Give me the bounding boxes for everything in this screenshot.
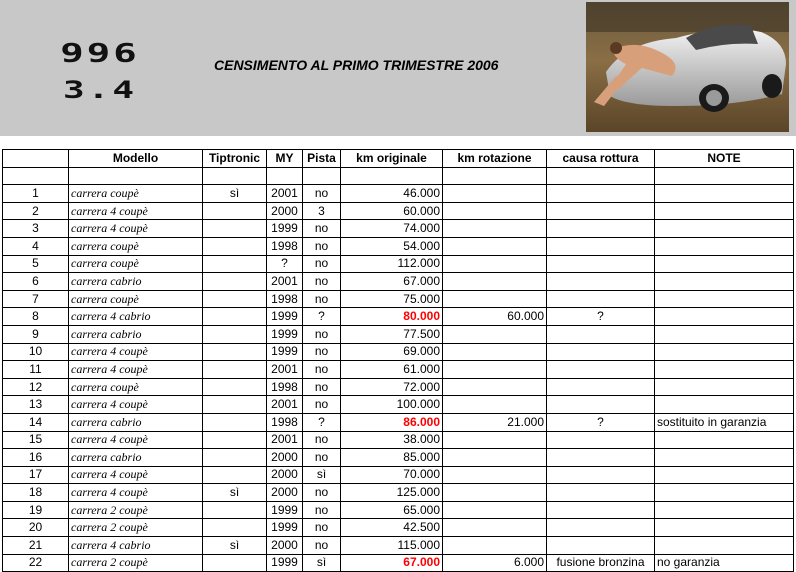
row-number-cell: 3 bbox=[3, 220, 69, 238]
causa-rottura-cell bbox=[547, 255, 655, 273]
table-row bbox=[3, 343, 794, 361]
model-cell: carrera cabrio bbox=[69, 273, 203, 291]
model-cell: carrera 4 coupè bbox=[69, 220, 203, 238]
km-rotazione-cell bbox=[443, 537, 547, 555]
model-cell: carrera cabrio bbox=[69, 325, 203, 343]
table-row bbox=[3, 519, 794, 537]
km-rotazione-cell bbox=[443, 378, 547, 396]
model-year-cell: 1998 bbox=[267, 237, 303, 255]
km-originale-cell: 69.000 bbox=[341, 343, 443, 361]
pista-cell: no bbox=[303, 519, 341, 537]
car-photo bbox=[586, 2, 789, 132]
km-rotazione-cell: 60.000 bbox=[443, 308, 547, 326]
km-rotazione-cell bbox=[443, 273, 547, 291]
table-row bbox=[3, 431, 794, 449]
pista-cell: no bbox=[303, 537, 341, 555]
row-number-cell: 21 bbox=[3, 537, 69, 555]
model-cell: carrera 4 coupè bbox=[69, 484, 203, 502]
row-number-cell: 13 bbox=[3, 396, 69, 414]
table-row bbox=[3, 202, 794, 220]
table-row bbox=[3, 185, 794, 203]
tiptronic-cell bbox=[203, 237, 267, 255]
note-cell bbox=[655, 537, 794, 555]
pista-cell: no bbox=[303, 343, 341, 361]
km-originale-cell: 86.000 bbox=[341, 413, 443, 431]
note-cell bbox=[655, 255, 794, 273]
pista-cell: no bbox=[303, 501, 341, 519]
blank-cell bbox=[341, 167, 443, 185]
causa-rottura-cell: fusione bronzina bbox=[547, 554, 655, 572]
model-year-cell: 2000 bbox=[267, 202, 303, 220]
note-cell bbox=[655, 325, 794, 343]
tiptronic-cell bbox=[203, 519, 267, 537]
km-originale-cell: 67.000 bbox=[341, 554, 443, 572]
row-number-cell: 5 bbox=[3, 255, 69, 273]
km-rotazione-cell bbox=[443, 290, 547, 308]
table-row bbox=[3, 255, 794, 273]
km-originale-cell: 125.000 bbox=[341, 484, 443, 502]
km-rotazione-cell bbox=[443, 237, 547, 255]
model-year-cell: 2001 bbox=[267, 273, 303, 291]
model-cell: carrera coupè bbox=[69, 255, 203, 273]
km-rotazione-cell bbox=[443, 431, 547, 449]
model-cell: carrera 4 coupè bbox=[69, 343, 203, 361]
note-cell bbox=[655, 343, 794, 361]
tiptronic-cell: sì bbox=[203, 185, 267, 203]
pista-cell: no bbox=[303, 484, 341, 502]
km-originale-cell: 60.000 bbox=[341, 202, 443, 220]
row-number-cell: 19 bbox=[3, 501, 69, 519]
blank-cell bbox=[267, 167, 303, 185]
km-rotazione-cell bbox=[443, 255, 547, 273]
model-year-cell: 1999 bbox=[267, 308, 303, 326]
km-rotazione-cell bbox=[443, 343, 547, 361]
table-row bbox=[3, 554, 794, 572]
table-row bbox=[3, 449, 794, 467]
table-row bbox=[3, 237, 794, 255]
model-year-cell: 1998 bbox=[267, 378, 303, 396]
note-cell bbox=[655, 449, 794, 467]
model-cell: carrera coupè bbox=[69, 290, 203, 308]
pista-cell: no bbox=[303, 255, 341, 273]
model-year-cell: 1999 bbox=[267, 501, 303, 519]
column-header-tiptronic: Tiptronic bbox=[203, 150, 267, 168]
model-logo bbox=[40, 36, 160, 116]
causa-rottura-cell bbox=[547, 378, 655, 396]
table-row bbox=[3, 361, 794, 379]
km-originale-cell: 74.000 bbox=[341, 220, 443, 238]
row-number-cell: 1 bbox=[3, 185, 69, 203]
column-header-pista: Pista bbox=[303, 150, 341, 168]
km-rotazione-cell bbox=[443, 396, 547, 414]
note-cell bbox=[655, 185, 794, 203]
model-cell: carrera 4 cabrio bbox=[69, 308, 203, 326]
pista-cell: no bbox=[303, 185, 341, 203]
pista-cell: 3 bbox=[303, 202, 341, 220]
pista-cell: no bbox=[303, 361, 341, 379]
causa-rottura-cell bbox=[547, 537, 655, 555]
km-originale-cell: 65.000 bbox=[341, 501, 443, 519]
blank-cell bbox=[443, 167, 547, 185]
model-year-cell: 1999 bbox=[267, 519, 303, 537]
tiptronic-cell bbox=[203, 466, 267, 484]
model-year-cell: 2001 bbox=[267, 185, 303, 203]
km-originale-cell: 77.500 bbox=[341, 325, 443, 343]
tiptronic-cell bbox=[203, 343, 267, 361]
km-originale-cell: 38.000 bbox=[341, 431, 443, 449]
tiptronic-cell bbox=[203, 290, 267, 308]
model-cell: carrera coupè bbox=[69, 185, 203, 203]
causa-rottura-cell bbox=[547, 501, 655, 519]
row-number-cell: 10 bbox=[3, 343, 69, 361]
note-cell: no garanzia bbox=[655, 554, 794, 572]
column-header-note: NOTE bbox=[655, 150, 794, 168]
note-cell bbox=[655, 361, 794, 379]
table-row bbox=[3, 290, 794, 308]
km-originale-cell: 67.000 bbox=[341, 273, 443, 291]
column-header-km-originale: km originale bbox=[341, 150, 443, 168]
model-year-cell: 1999 bbox=[267, 325, 303, 343]
causa-rottura-cell bbox=[547, 220, 655, 238]
model-cell: carrera cabrio bbox=[69, 413, 203, 431]
blank-cell bbox=[3, 167, 69, 185]
pista-cell: no bbox=[303, 220, 341, 238]
model-cell: carrera 4 coupè bbox=[69, 361, 203, 379]
causa-rottura-cell bbox=[547, 273, 655, 291]
table-row bbox=[3, 273, 794, 291]
model-year-cell: 1998 bbox=[267, 413, 303, 431]
note-cell bbox=[655, 202, 794, 220]
blank-cell bbox=[655, 167, 794, 185]
model-year-cell: ? bbox=[267, 255, 303, 273]
model-year-cell: 2000 bbox=[267, 484, 303, 502]
km-rotazione-cell: 6.000 bbox=[443, 554, 547, 572]
model-cell: carrera 2 coupè bbox=[69, 501, 203, 519]
pista-cell: no bbox=[303, 237, 341, 255]
pista-cell: ? bbox=[303, 308, 341, 326]
causa-rottura-cell bbox=[547, 484, 655, 502]
note-cell bbox=[655, 431, 794, 449]
model-cell: carrera 4 cabrio bbox=[69, 537, 203, 555]
model-year-cell: 2001 bbox=[267, 361, 303, 379]
model-year-cell: 2000 bbox=[267, 466, 303, 484]
km-rotazione-cell bbox=[443, 202, 547, 220]
causa-rottura-cell bbox=[547, 396, 655, 414]
model-year-cell: 2000 bbox=[267, 449, 303, 467]
km-originale-cell: 46.000 bbox=[341, 185, 443, 203]
tiptronic-cell bbox=[203, 396, 267, 414]
km-originale-cell: 85.000 bbox=[341, 449, 443, 467]
km-originale-cell: 61.000 bbox=[341, 361, 443, 379]
causa-rottura-cell bbox=[547, 361, 655, 379]
km-rotazione-cell bbox=[443, 220, 547, 238]
km-rotazione-cell bbox=[443, 519, 547, 537]
km-rotazione-cell bbox=[443, 501, 547, 519]
note-cell bbox=[655, 237, 794, 255]
km-originale-cell: 75.000 bbox=[341, 290, 443, 308]
causa-rottura-cell: ? bbox=[547, 308, 655, 326]
model-year-cell: 1998 bbox=[267, 290, 303, 308]
row-number-cell: 12 bbox=[3, 378, 69, 396]
page-title: CENSIMENTO AL PRIMO TRIMESTRE 2006 bbox=[214, 57, 499, 73]
km-originale-cell: 100.000 bbox=[341, 396, 443, 414]
km-originale-cell: 112.000 bbox=[341, 255, 443, 273]
model-year-cell: 2001 bbox=[267, 396, 303, 414]
note-cell bbox=[655, 220, 794, 238]
tiptronic-cell bbox=[203, 308, 267, 326]
causa-rottura-cell bbox=[547, 185, 655, 203]
tiptronic-cell: sì bbox=[203, 484, 267, 502]
table-row bbox=[3, 537, 794, 555]
column-header-number bbox=[3, 150, 69, 168]
note-cell: sostituito in garanzia bbox=[655, 413, 794, 431]
km-originale-cell: 72.000 bbox=[341, 378, 443, 396]
tiptronic-cell bbox=[203, 255, 267, 273]
km-rotazione-cell: 21.000 bbox=[443, 413, 547, 431]
model-cell: carrera 4 coupè bbox=[69, 202, 203, 220]
model-year-cell: 1999 bbox=[267, 220, 303, 238]
blank-cell bbox=[547, 167, 655, 185]
causa-rottura-cell bbox=[547, 325, 655, 343]
km-originale-cell: 80.000 bbox=[341, 308, 443, 326]
pista-cell: sì bbox=[303, 466, 341, 484]
tiptronic-cell bbox=[203, 220, 267, 238]
causa-rottura-cell bbox=[547, 431, 655, 449]
row-number-cell: 6 bbox=[3, 273, 69, 291]
model-cell: carrera 2 coupè bbox=[69, 554, 203, 572]
row-number-cell: 8 bbox=[3, 308, 69, 326]
pista-cell: no bbox=[303, 273, 341, 291]
table-row bbox=[3, 325, 794, 343]
logo-model-number: 996 bbox=[60, 39, 140, 69]
row-number-cell: 18 bbox=[3, 484, 69, 502]
blank-cell bbox=[69, 167, 203, 185]
km-rotazione-cell bbox=[443, 325, 547, 343]
note-cell bbox=[655, 378, 794, 396]
table-row bbox=[3, 501, 794, 519]
tiptronic-cell: sì bbox=[203, 537, 267, 555]
table-row bbox=[3, 484, 794, 502]
page-header bbox=[0, 0, 796, 136]
causa-rottura-cell: ? bbox=[547, 413, 655, 431]
causa-rottura-cell bbox=[547, 202, 655, 220]
km-rotazione-cell bbox=[443, 361, 547, 379]
km-rotazione-cell bbox=[443, 466, 547, 484]
km-originale-cell: 115.000 bbox=[341, 537, 443, 555]
causa-rottura-cell bbox=[547, 519, 655, 537]
model-year-cell: 1999 bbox=[267, 343, 303, 361]
km-rotazione-cell bbox=[443, 484, 547, 502]
row-number-cell: 4 bbox=[3, 237, 69, 255]
km-originale-cell: 42.500 bbox=[341, 519, 443, 537]
tiptronic-cell bbox=[203, 202, 267, 220]
row-number-cell: 17 bbox=[3, 466, 69, 484]
row-number-cell: 16 bbox=[3, 449, 69, 467]
note-cell bbox=[655, 519, 794, 537]
table-row bbox=[3, 466, 794, 484]
model-cell: carrera coupè bbox=[69, 378, 203, 396]
table-row bbox=[3, 308, 794, 326]
note-cell bbox=[655, 396, 794, 414]
table-header-row bbox=[3, 150, 794, 168]
row-number-cell: 14 bbox=[3, 413, 69, 431]
blank-row bbox=[3, 167, 794, 185]
column-header-modello: Modello bbox=[69, 150, 203, 168]
tiptronic-cell bbox=[203, 273, 267, 291]
km-rotazione-cell bbox=[443, 449, 547, 467]
logo-engine-size: 3.4 bbox=[62, 76, 138, 104]
blank-cell bbox=[303, 167, 341, 185]
model-cell: carrera 2 coupè bbox=[69, 519, 203, 537]
table-row bbox=[3, 220, 794, 238]
table-row bbox=[3, 413, 794, 431]
km-originale-cell: 70.000 bbox=[341, 466, 443, 484]
pista-cell: no bbox=[303, 396, 341, 414]
model-year-cell: 1999 bbox=[267, 554, 303, 572]
row-number-cell: 7 bbox=[3, 290, 69, 308]
row-number-cell: 2 bbox=[3, 202, 69, 220]
causa-rottura-cell bbox=[547, 466, 655, 484]
note-cell bbox=[655, 466, 794, 484]
km-rotazione-cell bbox=[443, 185, 547, 203]
model-year-cell: 2001 bbox=[267, 431, 303, 449]
causa-rottura-cell bbox=[547, 290, 655, 308]
table-row bbox=[3, 396, 794, 414]
note-cell bbox=[655, 273, 794, 291]
tiptronic-cell bbox=[203, 325, 267, 343]
column-header-km-rotazione: km rotazione bbox=[443, 150, 547, 168]
model-cell: carrera 4 coupè bbox=[69, 431, 203, 449]
row-number-cell: 15 bbox=[3, 431, 69, 449]
pista-cell: sì bbox=[303, 554, 341, 572]
model-cell: carrera 4 coupè bbox=[69, 396, 203, 414]
row-number-cell: 9 bbox=[3, 325, 69, 343]
row-number-cell: 11 bbox=[3, 361, 69, 379]
model-cell: carrera coupè bbox=[69, 237, 203, 255]
pista-cell: no bbox=[303, 431, 341, 449]
note-cell bbox=[655, 290, 794, 308]
tiptronic-cell bbox=[203, 449, 267, 467]
column-header-my: MY bbox=[267, 150, 303, 168]
note-cell bbox=[655, 308, 794, 326]
blank-cell bbox=[203, 167, 267, 185]
tiptronic-cell bbox=[203, 378, 267, 396]
tiptronic-cell bbox=[203, 361, 267, 379]
model-year-cell: 2000 bbox=[267, 537, 303, 555]
note-cell bbox=[655, 484, 794, 502]
note-cell bbox=[655, 501, 794, 519]
model-cell: carrera cabrio bbox=[69, 449, 203, 467]
pista-cell: no bbox=[303, 449, 341, 467]
pista-cell: no bbox=[303, 378, 341, 396]
pista-cell: no bbox=[303, 290, 341, 308]
model-cell: carrera 4 coupè bbox=[69, 466, 203, 484]
table-row bbox=[3, 378, 794, 396]
pista-cell: no bbox=[303, 325, 341, 343]
causa-rottura-cell bbox=[547, 449, 655, 467]
tiptronic-cell bbox=[203, 413, 267, 431]
causa-rottura-cell bbox=[547, 237, 655, 255]
census-table bbox=[2, 149, 794, 572]
tiptronic-cell bbox=[203, 554, 267, 572]
row-number-cell: 20 bbox=[3, 519, 69, 537]
column-header-causa-rottura: causa rottura bbox=[547, 150, 655, 168]
row-number-cell: 22 bbox=[3, 554, 69, 572]
tiptronic-cell bbox=[203, 431, 267, 449]
pista-cell: ? bbox=[303, 413, 341, 431]
km-originale-cell: 54.000 bbox=[341, 237, 443, 255]
causa-rottura-cell bbox=[547, 343, 655, 361]
tiptronic-cell bbox=[203, 501, 267, 519]
